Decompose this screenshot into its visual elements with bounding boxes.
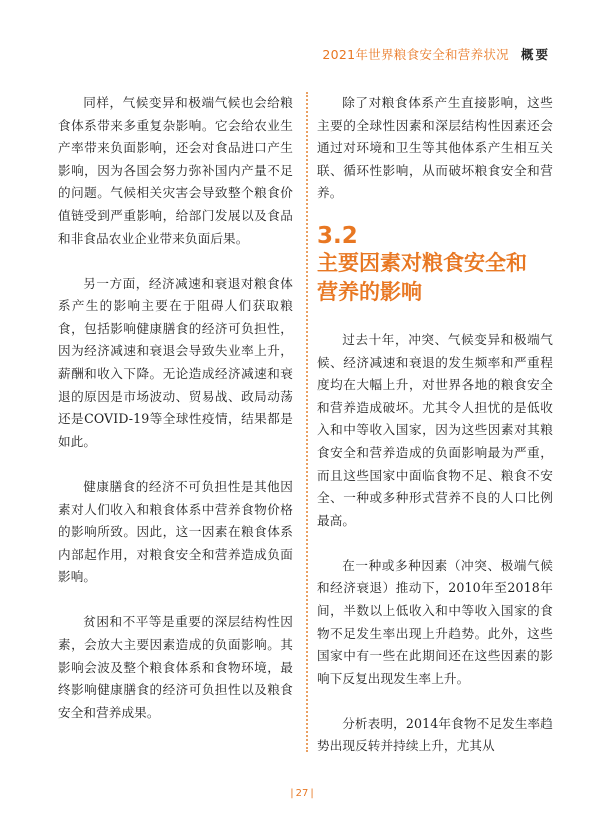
section-title-line: 营养的影响 (317, 279, 422, 304)
paragraph: 分析表明，2014年食物不足发生率趋势出现反转并持续上升，尤其从 (317, 715, 553, 754)
paragraph: 另一方面，经济减速和衰退对粮食体系产生的影响主要在于阻碍人们获取粮食，包括影响健康膳食的经济可负担性，因为经济减速和衰退会导致失业率上升，薪酬和收入下降。无论造成经济减速和衰退的原因是市场波动、贸易战、政局动荡还是COVID-19等全球性疫情，结果都是如此。 (58, 275, 293, 449)
column-divider (306, 92, 308, 752)
running-header (322, 45, 550, 63)
section-title-line: 主要因素对粮食安全和 (317, 250, 527, 275)
report-title: 2021年世界粮食安全和营养状况 (322, 47, 509, 62)
section-label: 概要 (520, 47, 550, 62)
paragraph: 过去十年，冲突、气候变异和极端气候、经济减速和衰退的发生频率和严重程度均在大幅上升，对世界各地的粮食安全和营养造成破坏。尤其令人担忧的是低收入和中等收入国家，因为这些因素对其粮食安全和营养造成的负面影响最为严重，而且这些国家中面临食物不足、粮食不安全、一种或多种形式营养不良的人口比例最高。 (317, 331, 553, 528)
right-column (317, 92, 553, 758)
paragraph: 同样，气候变异和极端气候也会给粮食体系带来多重复杂影响。它会给农业生产率带来负面影响，还会对食品进口产生影响，因为各国会努力弥补国内产量不足的问题。气候相关灾害会导致整个粮食价值链受到严重影响，给部门发展以及食品和非食品农业企业带来负面后果。 (58, 95, 293, 246)
page-number-bar: | (290, 788, 294, 799)
intro-paragraph: 除了对粮食体系产生直接影响，这些主要的全球性因素和深层结构性因素还会通过对环境和卫生等其他体系产生相互关联、循环性影响，从而破坏粮食安全和营养。 (317, 95, 553, 201)
page-number-value: 27 (295, 788, 309, 799)
left-column (58, 92, 293, 724)
section-number: 3.2 (317, 222, 358, 249)
paragraph: 健康膳食的经济不可负担性是其他因素对人们收入和粮食体系中营养食物价格的影响所致。因此，这一因素在粮食体系内部起作用，对粮食安全和营养造成负面影响。 (58, 478, 293, 585)
paragraph: 贫困和不平等是重要的深层结构性因素，会放大主要因素造成的负面影响。其影响会波及整个粮食体系和食物环境，最终影响健康膳食的经济可负担性以及粮食安全和营养成果。 (58, 614, 293, 720)
section-title (317, 249, 553, 307)
page-number-bar: | (310, 788, 314, 799)
page-number (0, 788, 604, 799)
paragraph: 在一种或多种因素（冲突、极端气候和经济衰退）推动下，2010年至2018年间，半数以上低收入和中等收入国家的食物不足发生率出现上升趋势。此外，这些国家中有一些在此期间还在这些因素的影响下反复出现发生率上升。 (317, 557, 553, 686)
